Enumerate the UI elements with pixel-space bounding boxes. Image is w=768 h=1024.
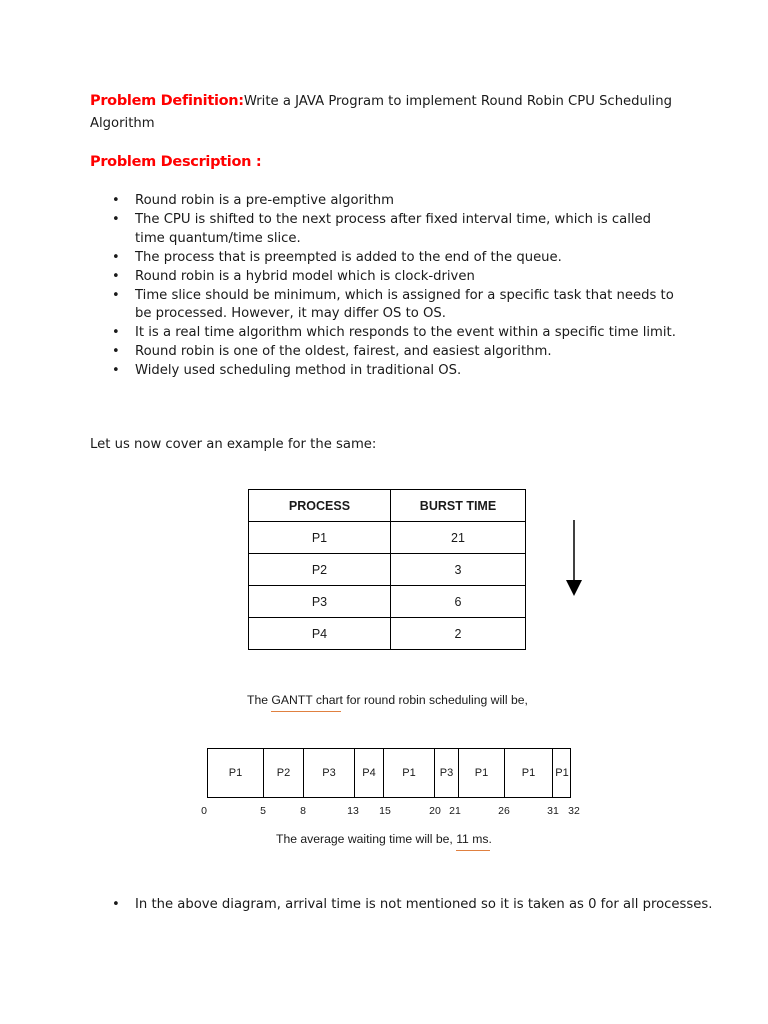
gantt-underline — [271, 711, 341, 712]
list-item: • Round robin is one of the oldest, fairest, and easiest algorithm. — [90, 343, 680, 362]
list-item: • Round robin is a hybrid model which is clock-driven — [90, 268, 680, 287]
average-waiting-caption: The average waiting time will be, 11 ms. — [276, 832, 492, 846]
list-item: • Widely used scheduling method in traditional OS. — [90, 362, 680, 381]
bullet-dot: • — [112, 897, 120, 912]
problem-definition-label: Problem Definition: — [90, 93, 244, 109]
gantt-tick-label: 21 — [449, 805, 461, 817]
gantt-tick-label: 20 — [429, 805, 441, 817]
process-cell: P3 — [249, 586, 391, 618]
gantt-tick-label: 5 — [260, 805, 266, 817]
description-bullet-list — [90, 192, 680, 381]
process-cell: P4 — [249, 618, 391, 650]
final-note-text: In the above diagram, arrival time is not mentioned so it is taken as 0 for all processes. — [135, 897, 713, 912]
problem-definition-text: Write a JAVA Program to implement Round Robin CPU Scheduling — [243, 94, 672, 109]
problem-definition-line — [90, 93, 672, 109]
header-process: PROCESS — [249, 490, 391, 522]
process-cell: P1 — [249, 522, 391, 554]
gantt-segment: P3 — [435, 749, 459, 797]
gantt-segment: P4 — [355, 749, 384, 797]
problem-description-heading: Problem Description : — [90, 154, 262, 170]
gantt-tick-label: 26 — [498, 805, 510, 817]
problem-definition-continuation: Algorithm — [90, 116, 155, 131]
list-item: • The process that is preempted is added to the end of the queue. — [90, 249, 680, 268]
list-item: • It is a real time algorithm which responds to the event within a specific time limit. — [90, 324, 680, 343]
gantt-segment: P1 — [555, 767, 569, 779]
gantt-segment: P3 — [304, 749, 355, 797]
down-arrow-icon — [563, 520, 585, 600]
table-row — [249, 554, 526, 586]
process-cell: P2 — [249, 554, 391, 586]
average-underline — [456, 850, 490, 851]
header-burst-time: BURST TIME — [391, 490, 526, 522]
gantt-chart — [207, 748, 571, 798]
process-table — [248, 489, 526, 650]
gantt-caption: The GANTT chart for round robin scheduling will be, — [247, 693, 528, 707]
burst-cell: 6 — [391, 586, 526, 618]
burst-cell: 2 — [391, 618, 526, 650]
gantt-segment: P1 — [459, 749, 505, 797]
table-row — [249, 586, 526, 618]
gantt-tick-label: 8 — [300, 805, 306, 817]
table-row — [249, 618, 526, 650]
burst-cell: 3 — [391, 554, 526, 586]
gantt-tick-label: 32 — [568, 805, 580, 817]
list-item: • The CPU is shifted to the next process after fixed interval time, which is called time quantum/time slice. — [90, 211, 680, 249]
gantt-segment: P1 — [384, 749, 435, 797]
gantt-tick-label: 0 — [201, 805, 207, 817]
list-item: • Round robin is a pre-emptive algorithm — [90, 192, 680, 211]
gantt-segment: P1 — [208, 749, 264, 797]
list-item: • Time slice should be minimum, which is assigned for a specific task that needs to be processed. However, it may differ OS to OS. — [90, 287, 680, 325]
example-intro: Let us now cover an example for the same: — [90, 437, 377, 452]
table-header-row — [249, 490, 526, 522]
table-row — [249, 522, 526, 554]
gantt-tick-label: 15 — [379, 805, 391, 817]
gantt-tick-label: 13 — [347, 805, 359, 817]
burst-cell: 21 — [391, 522, 526, 554]
gantt-tick-label: 31 — [547, 805, 559, 817]
gantt-segment: P2 — [264, 749, 304, 797]
gantt-segment: P1 — [505, 749, 553, 797]
